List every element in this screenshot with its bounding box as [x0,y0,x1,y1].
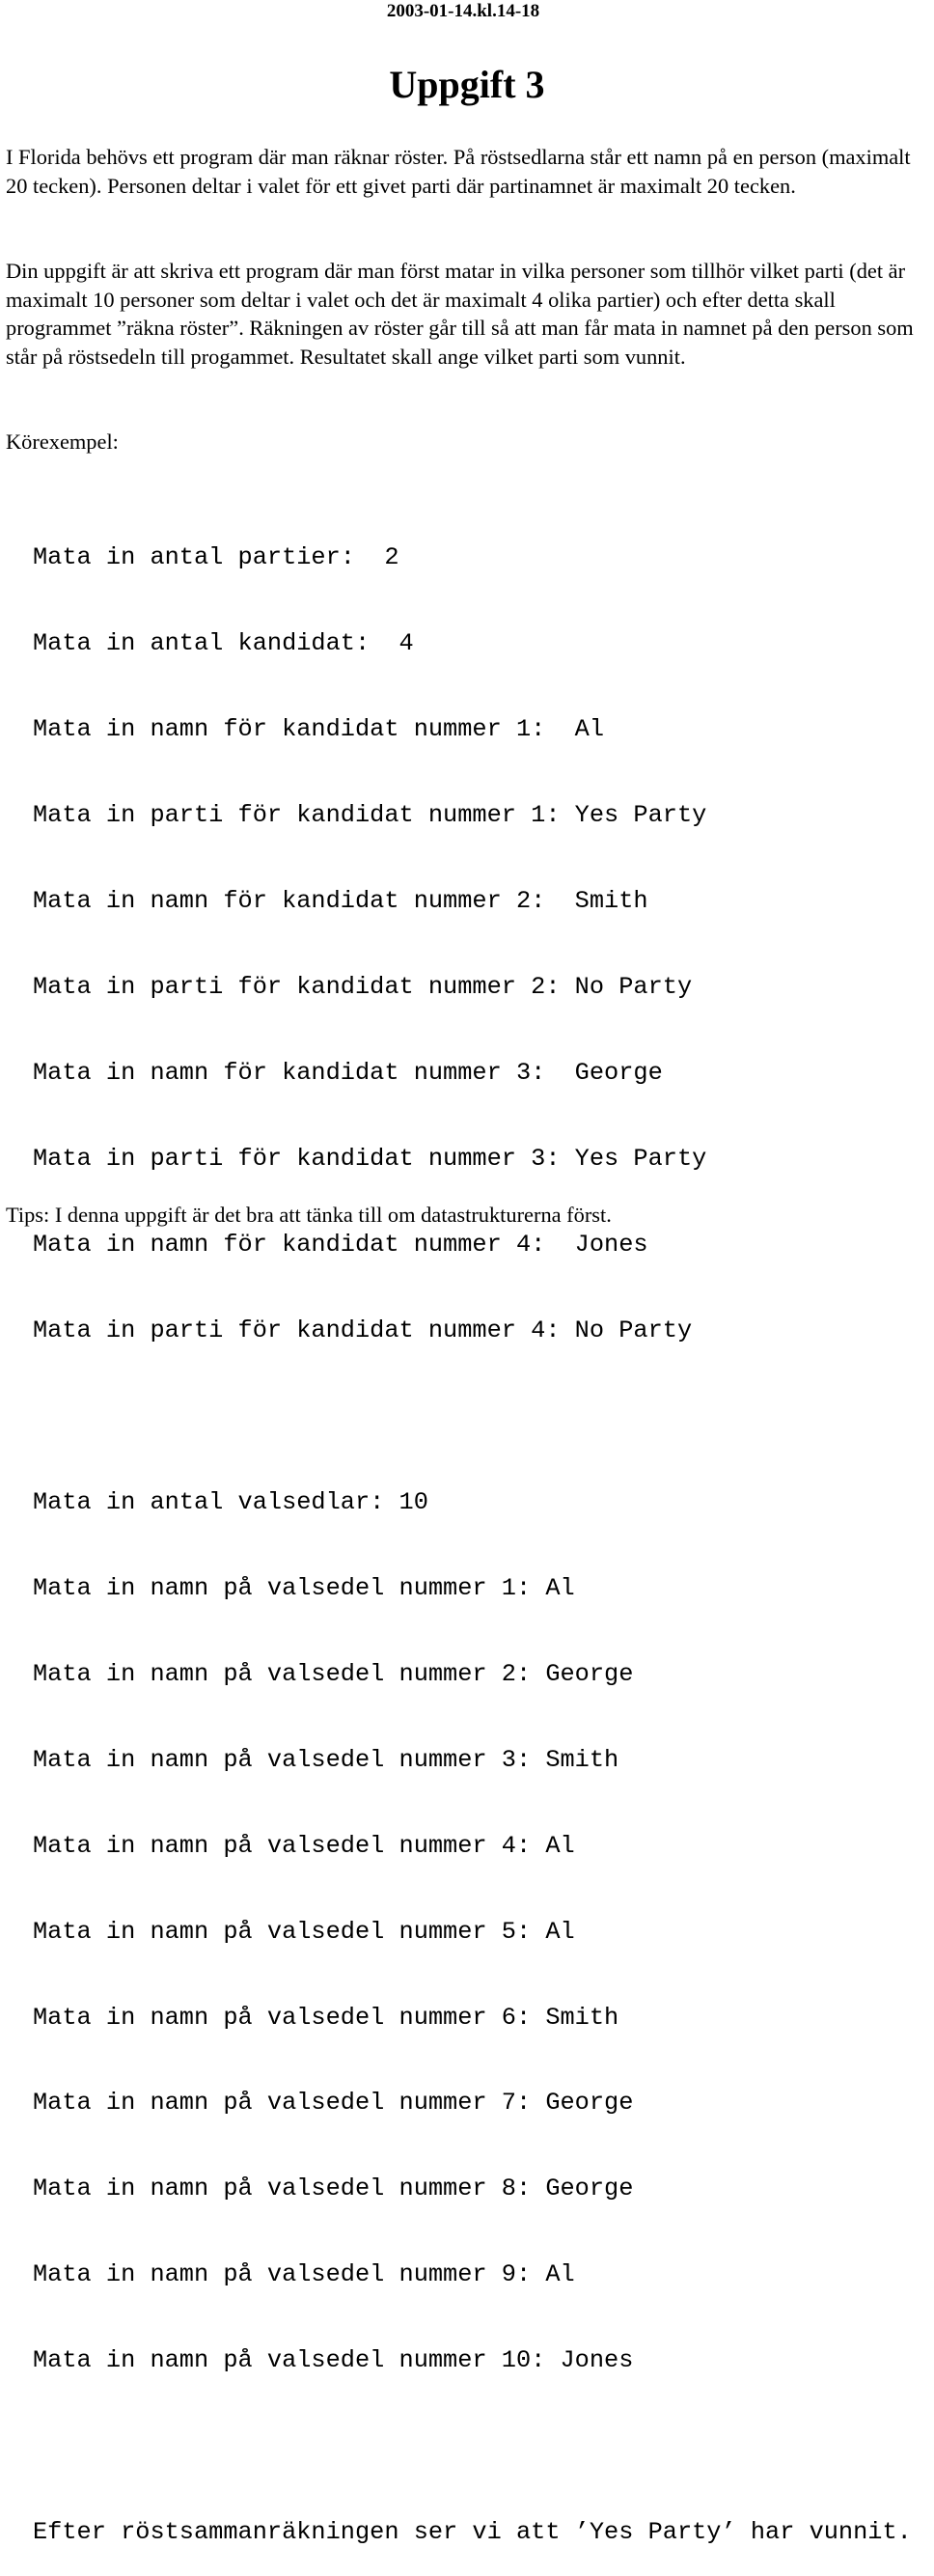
example-line: Mata in namn för kandidat nummer 2: Smith [33,887,648,916]
ballot-line: Mata in namn på valsedel nummer 5: Al [33,1917,575,1946]
ballot-line: Mata in namn på valsedel nummer 4: Al [33,1831,575,1860]
ballot-line: Mata in namn på valsedel nummer 7: George [33,2089,634,2118]
example-spacer [33,1402,920,1431]
example-spacer [33,2432,920,2461]
result-line: Efter röstsammanräkningen ser vi att ’Yes Party’ har vunnit. [33,2518,912,2547]
ballot-line: Mata in namn på valsedel nummer 2: George [33,1659,634,1688]
example-heading: Körexempel: [6,429,119,454]
ballot-line: Mata in namn på valsedel nummer 3: Smith [33,1745,619,1774]
task-paragraph: Din uppgift är att skriva ett program där man först matar in vilka personer som tillhör vilket parti (det är maximalt 10 personer som deltar i valet och det är maximalt 4 olika partier) och efter detta skall programmet ”räkna röster”. Räkningen av röster går till så att man får mata in namnet på den person som står på röstsedeln till progammet. Resultatet skall ange vilket parti som vunnit. [6,259,914,369]
example-line: Mata in namn för kandidat nummer 3: George [33,1059,663,1088]
run-example [33,486,920,2576]
ballot-line: Mata in namn på valsedel nummer 10: Jones [33,2346,634,2375]
example-line: Mata in namn för kandidat nummer 4: Jones [33,1230,648,1259]
example-line: Mata in parti för kandidat nummer 1: Yes Party [33,801,707,830]
ballot-line: Mata in namn på valsedel nummer 6: Smith [33,2003,619,2032]
tips-text: Tips: I denna uppgift är det bra att tänka till om datastrukturerna först. [6,1203,612,1227]
header-date: 2003-01-14.kl.14-18 [386,1,540,21]
intro-paragraph: I Florida behövs ett program där man räknar röster. På röstsedlarna står ett namn på en person (maximalt 20 tecken). Personen deltar i valet för ett givet parti där partinamnet är maximalt 20 tecken. [6,145,911,198]
page-title: Uppgift 3 [389,63,545,106]
example-line: Mata in parti för kandidat nummer 3: Yes Party [33,1144,707,1173]
ballot-line: Mata in namn på valsedel nummer 8: George [33,2174,634,2203]
ballot-line: Mata in namn på valsedel nummer 1: Al [33,1573,575,1602]
example-line: Mata in parti för kandidat nummer 4: No Party [33,1316,693,1344]
example-line: Mata in namn för kandidat nummer 1: Al [33,715,605,744]
example-line: Mata in parti för kandidat nummer 2: No Party [33,973,693,1002]
ballot-line: Mata in namn på valsedel nummer 9: Al [33,2260,575,2289]
example-line: Mata in antal kandidat: 4 [33,629,414,658]
ballot-line: Mata in antal valsedlar: 10 [33,1487,428,1516]
example-line: Mata in antal partier: 2 [33,543,399,572]
